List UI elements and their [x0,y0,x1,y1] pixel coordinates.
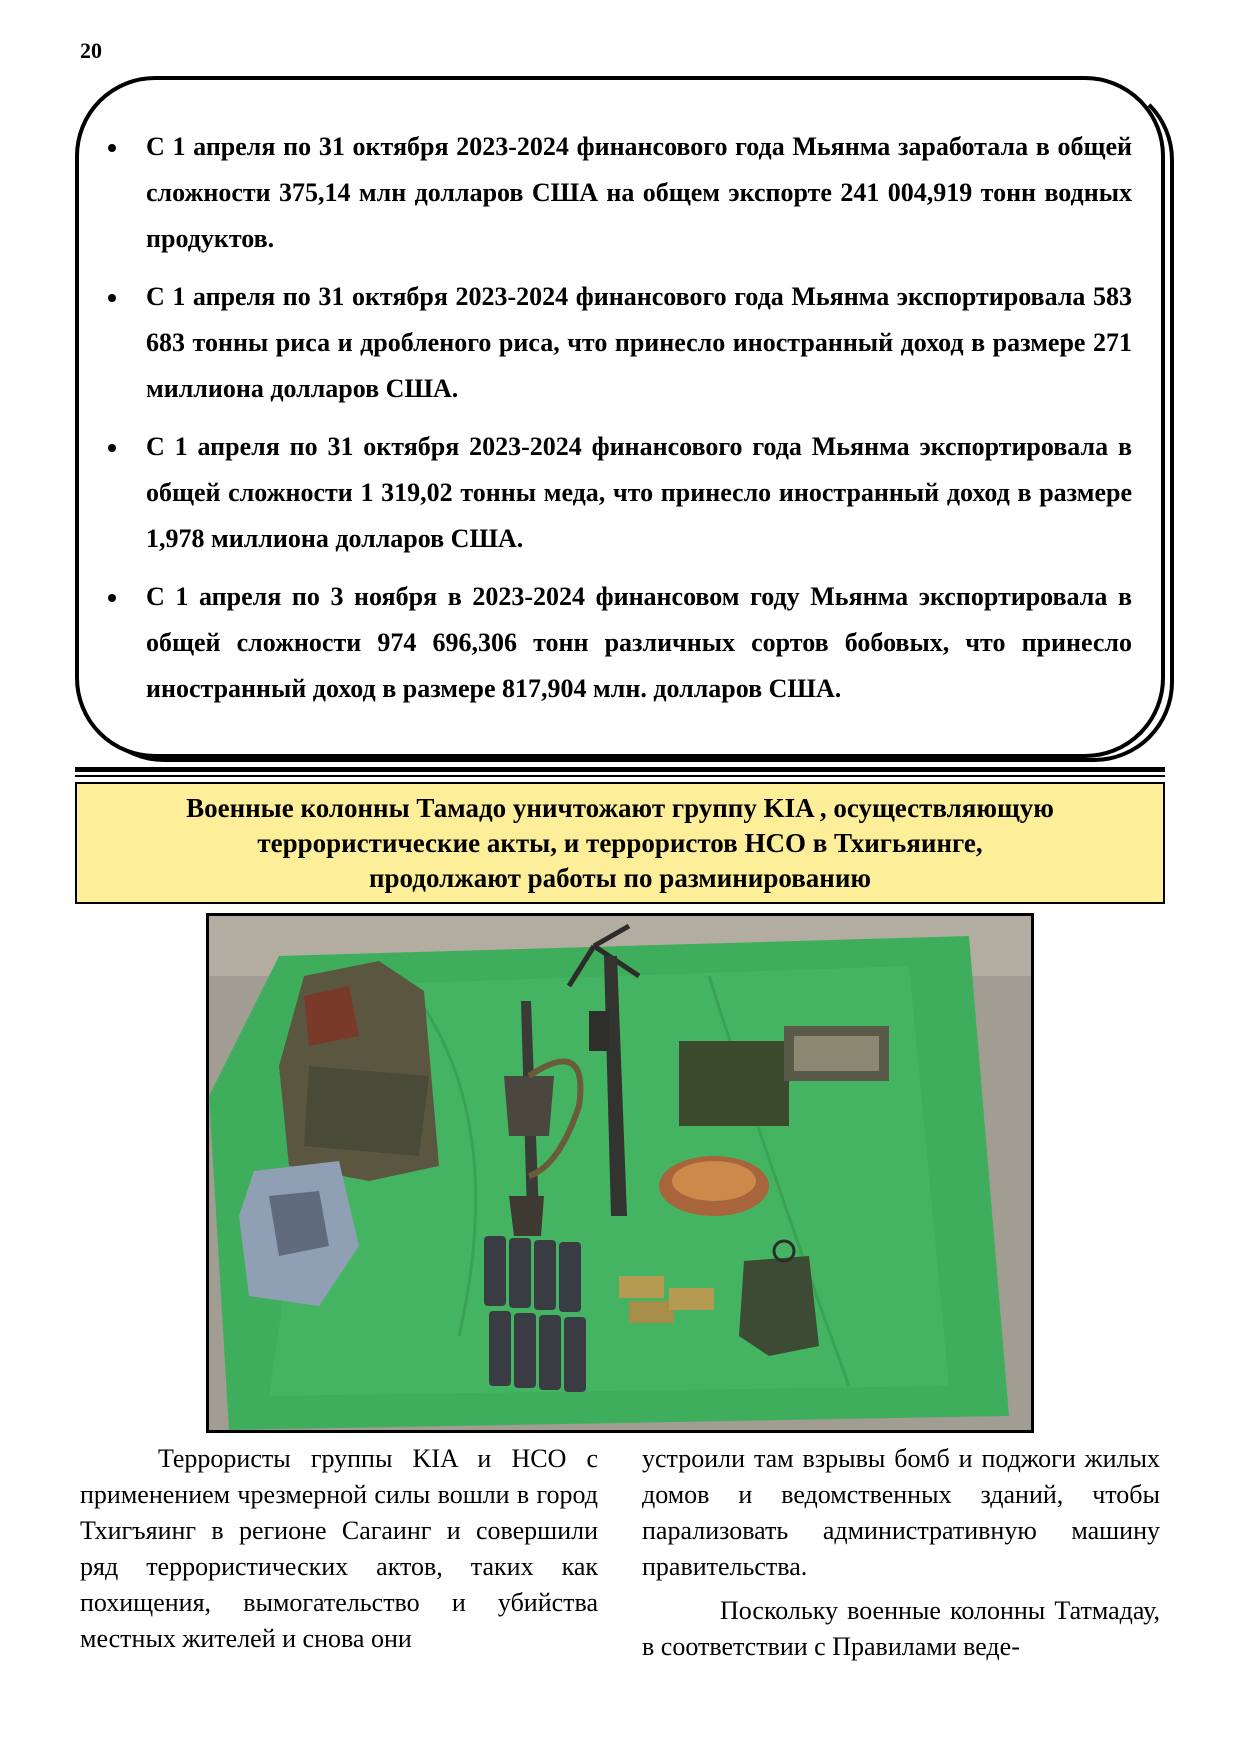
section-divider [75,767,1165,772]
highlight-text: С 1 апреля по 31 октября 2023-2024 финансового года Мьянма экспортировала 583 683 тонны риса и дробленого риса, что принесло иностранный доход в размере 271 миллиона долларов США. [146,282,1132,403]
highlight-item [108,274,1132,412]
article-column-left [80,1441,598,1657]
article-heading-line: террористические акты, и террористов НСО в Тхигьяинге, [257,827,983,858]
article-paragraph: Поскольку военные колонны Татмадау, в соответствии с Правилами веде- [642,1596,1160,1661]
highlight-item [108,424,1132,562]
article-paragraph: устроили там взрывы бомб и поджоги жилых домов и ведомственных зданий, чтобы парализовать административную машину правительства. [642,1444,1160,1581]
article-heading-box [75,782,1165,904]
highlight-text: С 1 апреля по 31 октября 2023-2024 финансового года Мьянма заработала в общей сложности 375,14 млн долларов США на общем экспорте 241 004,919 тонн водных продуктов. [146,132,1132,253]
seized-weapons-photo [206,913,1034,1433]
highlight-text: С 1 апреля по 3 ноября в 2023-2024 финансовом году Мьянма экспортировала в общей сложности 974 696,306 тонн различных сортов бобовых, что принесло иностранный доход в размере 817,904 млн. долларов США. [146,582,1132,703]
highlight-text: С 1 апреля по 31 октября 2023-2024 финансового года Мьянма экспортировала в общей сложности 1 319,02 тонны меда, что принесло иностранный доход в размере 1,978 миллиона долларов США. [146,432,1132,553]
bullet-icon [108,294,116,302]
article-column-right [642,1441,1160,1665]
bullet-icon [108,594,116,602]
article-heading [120,791,1120,896]
article-heading-line: Военные колонны Тамадо уничтожают группу KIA , осуществляющую [186,792,1054,823]
highlight-item [108,574,1132,712]
seized-weapons-photo-drawing [209,916,1031,1430]
highlights-list [108,124,1132,724]
bullet-icon [108,144,116,152]
article-heading-line: продолжают работы по разминированию [368,862,872,893]
bullet-icon [108,444,116,452]
page-number: 20 [80,38,102,63]
section-divider-thin [75,775,1165,777]
highlight-item [108,124,1132,262]
article-paragraph: Террористы группы KIA и НСО с применением чрезмерной силы вошли в город Тхигъяинг в регионе Сагаинг и совершили ряд террористических актов, таких как похищения, вымогательство и убийства местных жителей и снова они [80,1444,598,1653]
